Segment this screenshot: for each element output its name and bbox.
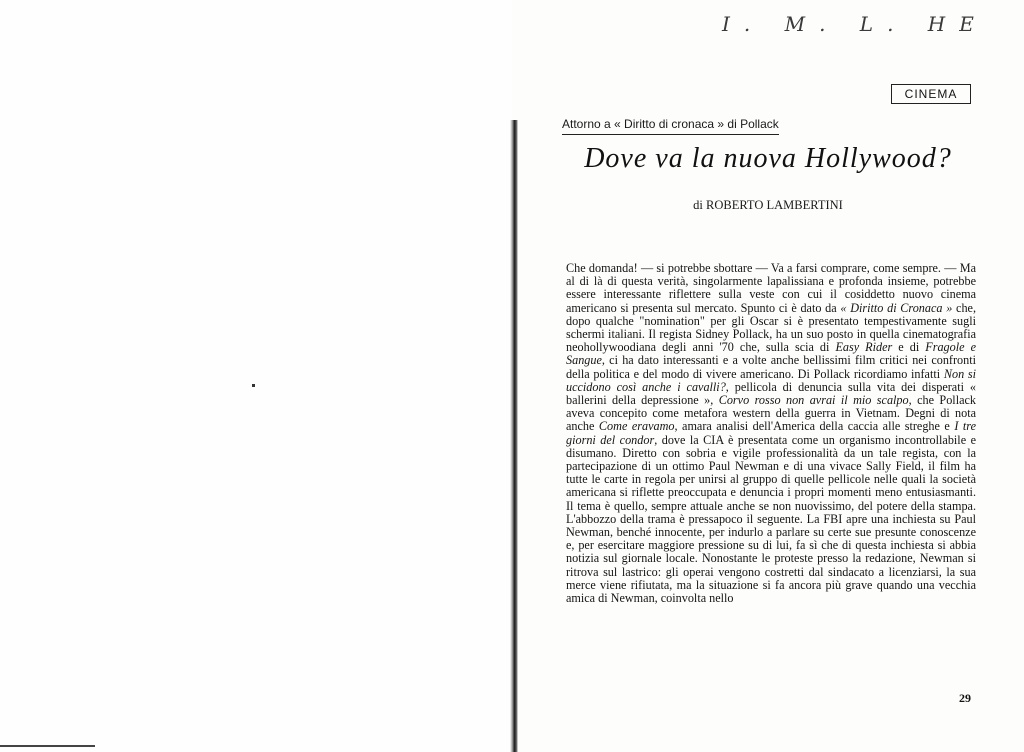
ink-speck <box>252 384 255 387</box>
body-text-italic: Easy Rider <box>835 340 893 355</box>
body-text-italic: « Diritto di Cronaca » <box>840 300 953 315</box>
body-text: , amara analisi dell'America della caccia alle streghe e <box>674 419 955 434</box>
article-kicker: Attorno a « Diritto di cronaca » di Pollack <box>562 117 779 135</box>
book-spine-shadow <box>510 120 518 752</box>
body-text-italic: Corvo rosso non avrai il mio scalpo <box>718 393 909 408</box>
body-text-italic: Fragole e Sangue <box>566 340 976 368</box>
section-label: CINEMA <box>904 87 958 101</box>
article-title: Dove va la nuova Hollywood? <box>584 143 952 174</box>
page-number: 29 <box>959 691 971 705</box>
body-text: , pellicola di denuncia sulla vita dei disperati « ballerini della depressione », <box>566 379 976 408</box>
section-label-box <box>891 84 971 104</box>
body-text-italic: Come eravamo <box>598 419 675 434</box>
article-paragraph <box>566 262 976 605</box>
body-text: che, dopo qualche "nomination" per gli Oscar si è presentato tempestivamente sugli schermi italiani. Il regista Sidney Pollack, ha un suo posto in quella cinematografia neohollywoodiana degli anni '70 che, sulla scia di <box>566 300 976 355</box>
body-text: , che Pollack aveva concepito come metafora western della guerra in Vietnam. Degni di nota anche <box>566 393 976 434</box>
article-body <box>566 262 976 605</box>
body-text-italic: Non si uccidono così anche i cavalli? <box>566 366 976 394</box>
article-byline: di ROBERTO LAMBERTINI <box>693 198 843 212</box>
bottom-left-rule <box>0 745 95 747</box>
body-text: , dove la CIA è presentata come un organismo incontrollabile e disumano. Diretto con sobria e vigile professionalità da un tale regista, con la partecipazione di un ottimo Paul Newman e di una vivace Sally Field, il film ha tutte le carte in regola per unirsi al gruppo di quelle pellicole nelle quali la società americana si riflette preoccupata e denuncia i propri momenti meno entusiasmanti. Il tema è quello, sempre attuale anche se non nuovissimo, del potere della stampa. L'abbozzo della trama è pressapoco il seguente. La FBI apre una inchiesta su Paul Newman, benché innocente, per indurlo a parlare su certe sue presunte conoscenze e, per esercitare maggiore pressione su di lui, fa sì che di questa inchiesta si abbia notizia sul giornale locale. Nonostante le proteste presso la redazione, Newman si ritrova sul lastrico: gli operai vengono costretti dal sindacato a licenziarsi, la sua merce viene rifiutata, ma la situazione si fa ancora più grave quando una vecchia amica di Newman, coinvolta nello <box>566 432 976 606</box>
body-text: Che domanda! — si potrebbe sbottare — Va a farsi comprare, come sempre. — Ma al di là di questa verità, singolarmente lapalissiana e profonda insieme, potrebbe essere interessante riflettere sulla veste con cui il cosiddetto nuovo cinema americano si presenta sul mercato. Spunto ci è dato da <box>566 261 976 315</box>
body-text: , ci ha dato interessanti e a volte anche bellissimi film critici nei confronti della politica e del modo di vivere americano. Di Pollack ricordiamo infatti <box>566 353 976 381</box>
body-text-italic: I tre giorni del condor <box>566 419 976 447</box>
body-text: e di <box>892 340 926 355</box>
handwritten-scribble: I. M. L. HE <box>722 12 988 36</box>
